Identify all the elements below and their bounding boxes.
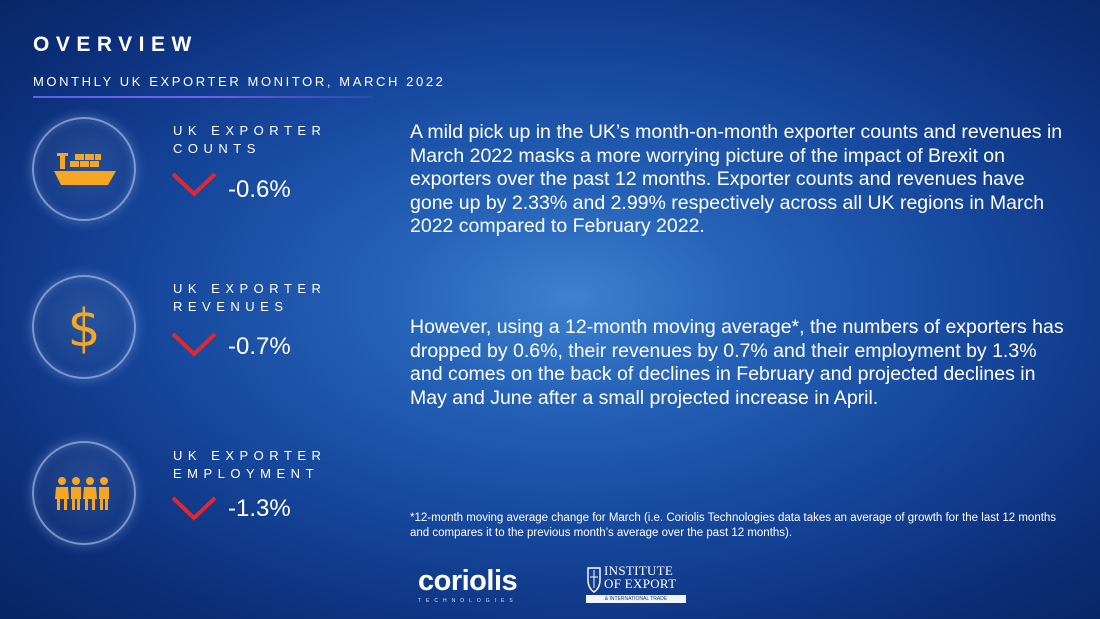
metric-label: UK EXPORTER REVENUES (173, 281, 327, 314)
institute-of-export-logo: INSTITUTE OF EXPORT & INTERNATIONAL TRADE (586, 564, 688, 604)
svg-text:$: $ (67, 299, 101, 359)
crest-icon (586, 564, 602, 594)
metric-exporter-employment (0, 438, 400, 558)
moving-average-paragraph: However, using a 12-month moving average*, the numbers of exporters has dropped by 0.6%, their revenues by 0.7% and their employment by 1.3% and comes on the back of declines in February and projected declines in May and June after a small projected increase in April. (410, 316, 1064, 409)
footnote: *12-month moving average change for March (i.e. Coriolis Technologies data takes an average of growth for the last 12 months and compares it to the previous month’s average over the past 12 months). (410, 512, 1057, 539)
coriolis-logo: coriolis TECHNOLOGIES (418, 565, 518, 604)
metric-value: -0.6% (228, 176, 291, 203)
down-arrow-icon (170, 494, 218, 524)
page-subtitle: MONTHLY UK EXPORTER MONITOR, MARCH 2022 (33, 74, 446, 89)
down-arrow-icon (170, 330, 218, 360)
summary-paragraph: A mild pick up in the UK’s month-on-month exporter counts and revenues in March 2022 masks a more worrying picture of the impact of Brexit on exporters over the past 12 months. Exporter counts and revenues have gone up by 2.33% and 2.99% respectively across all UK regions in March 2022 compared to February 2022. (410, 121, 1063, 237)
metric-exporter-counts (0, 115, 400, 235)
subtitle-underline (33, 96, 373, 98)
metric-label: UK EXPORTER EMPLOYMENT (173, 448, 327, 481)
dollar-icon (32, 275, 136, 379)
page-title: OVERVIEW (33, 33, 198, 56)
metric-value: -1.3% (228, 495, 291, 522)
metric-exporter-revenues (0, 273, 400, 393)
down-arrow-icon (170, 170, 218, 200)
people-icon (32, 441, 136, 545)
metric-value: -0.7% (228, 333, 291, 360)
metric-label: UK EXPORTER COUNTS (173, 123, 327, 156)
cargo-ship-icon (32, 117, 136, 221)
